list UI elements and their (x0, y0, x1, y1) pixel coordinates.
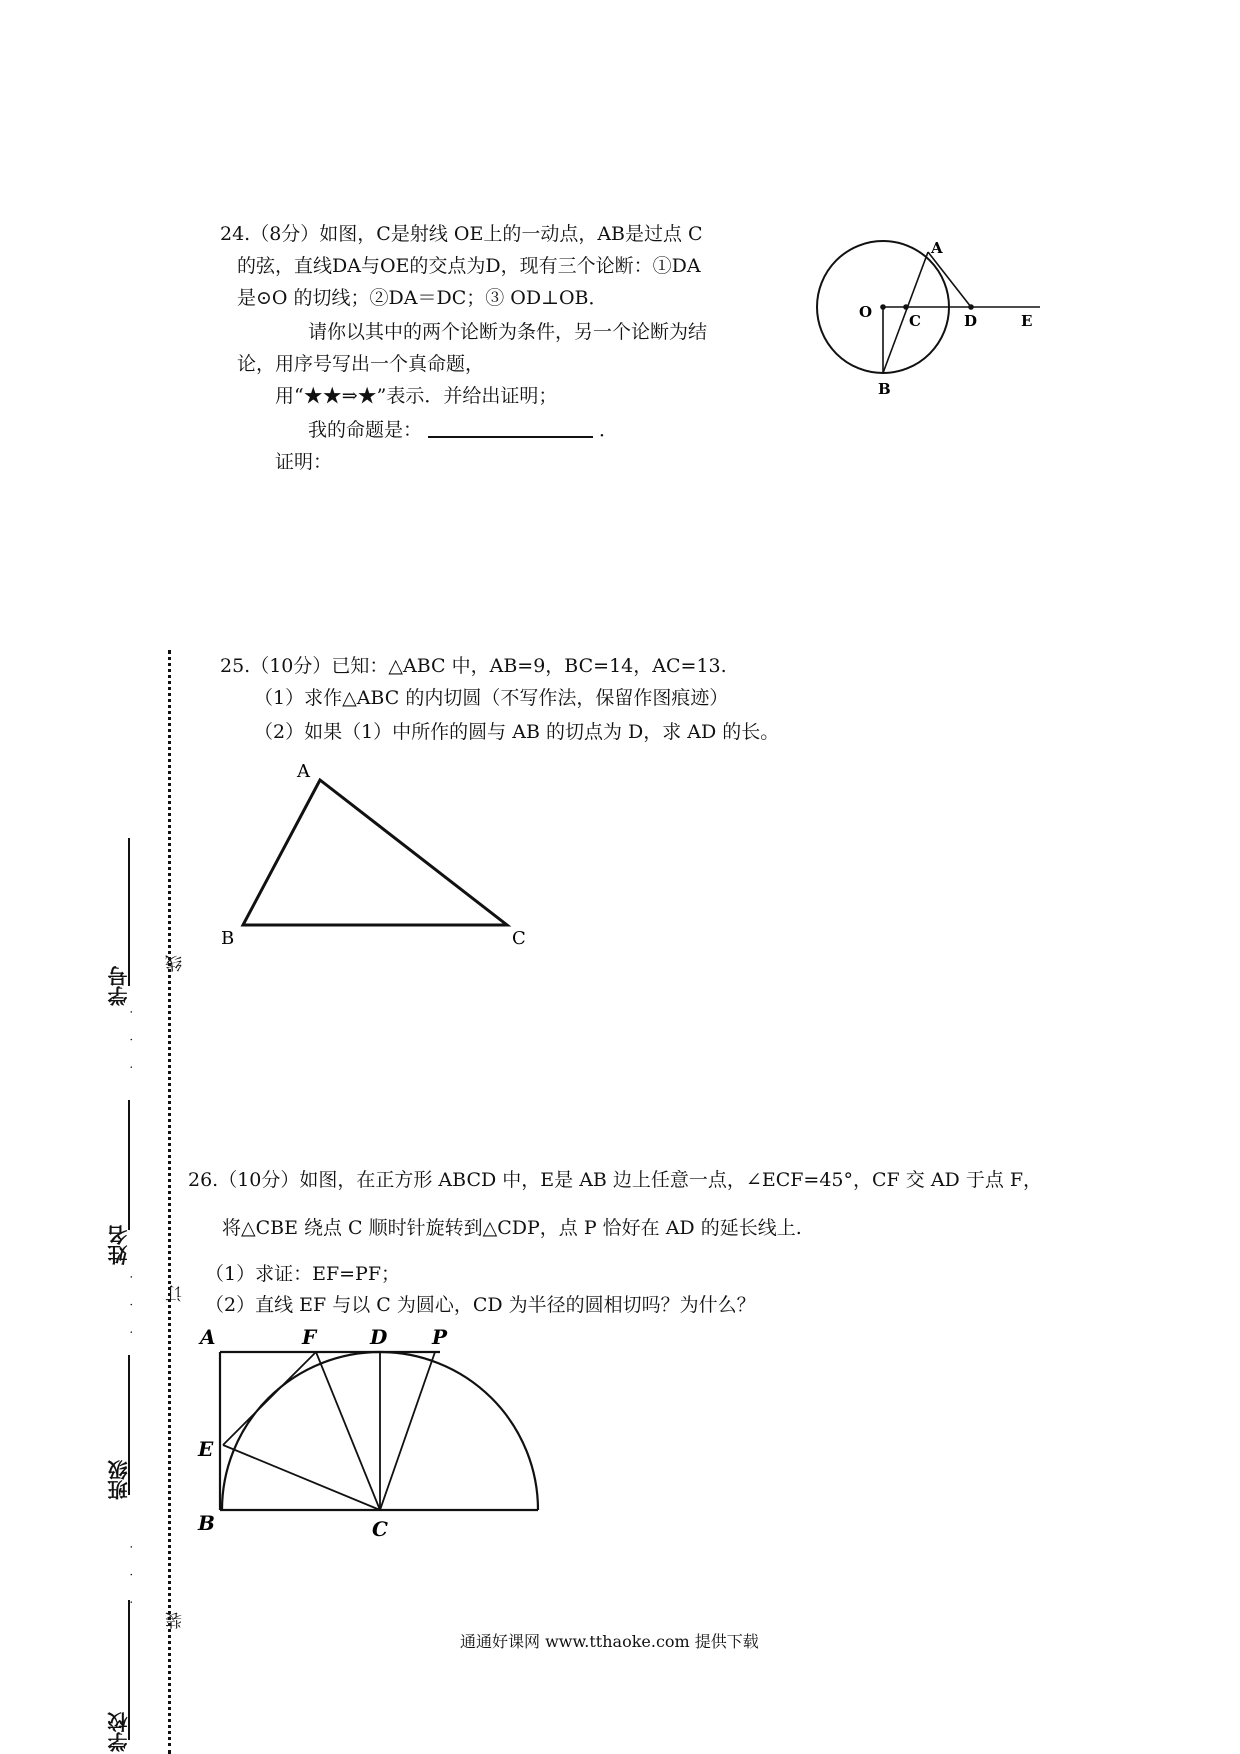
binding-dotted-line (168, 650, 171, 1754)
q24-label-C: C (909, 312, 921, 330)
margin-dots-2: · · · (124, 1275, 138, 1345)
q24-answer-blank[interactable] (428, 418, 593, 438)
q26-line4: （2）直线 EF 与以 C 为圆心，CD 为半径的圆相切吗？为什么？ (205, 1294, 756, 1316)
q26-line3: （1）求证：EF=PF； (205, 1263, 401, 1285)
q26-label-A: A (200, 1325, 216, 1349)
q25-figure (215, 755, 545, 955)
q24-line3: 是⊙O 的切线；②DA＝DC；③ OD⊥OB． (237, 287, 608, 309)
q24-label-O: O (859, 303, 873, 321)
q25-label-A: A (297, 761, 310, 782)
student-id-label: 学号 (107, 966, 131, 1006)
margin-dots-1: · · · (124, 1010, 138, 1080)
q24-proposition-label: 我的命题是： (308, 419, 423, 441)
student-id-rule[interactable] (128, 838, 130, 986)
margin-dots-3: · · · (124, 1545, 138, 1615)
q25-line3: （2）如果（1）中所作的圆与 AB 的切点为 D，求 AD 的长。 (254, 721, 780, 743)
school-label: 学校 (107, 1712, 131, 1752)
q24-label-A: A (931, 239, 943, 257)
q26-line1: 26.（10分）如图，在正方形 ABCD 中，E是 AB 边上任意一点，∠ECF=45°，CF 交 AD 于点 F， (188, 1169, 1043, 1191)
q24-figure (800, 230, 1050, 410)
q24-line5: 论，用序号写出一个真命题， (237, 353, 485, 375)
bind-word-staple: 订 (166, 1285, 186, 1302)
q24-period: ． (599, 419, 619, 441)
q26-label-P: P (432, 1325, 448, 1349)
q26-label-D: D (370, 1325, 388, 1349)
q26-label-F: F (302, 1325, 317, 1349)
q25-line1: 25.（10分）已知：△ABC 中，AB=9，BC=14，AC=13. (220, 655, 727, 677)
q24-line4: 请你以其中的两个论断为条件，另一个论断为结 (308, 321, 708, 343)
q24-proof-label: 证明： (275, 451, 333, 473)
q24-label-E: E (1021, 312, 1033, 330)
q24-label-D: D (964, 312, 978, 330)
name-label: 姓名 (107, 1225, 131, 1265)
class-label: 班级 (107, 1460, 131, 1500)
bind-word-pack: 装 (166, 1612, 186, 1629)
q24-label-B: B (878, 380, 891, 398)
q26-label-C: C (372, 1517, 388, 1541)
q26-line2: 将△CBE 绕点 C 顺时针旋转到△CDP，点 P 恰好在 AD 的延长线上. (222, 1217, 802, 1239)
q25-label-C: C (512, 928, 526, 949)
q25-line2: （1）求作△ABC 的内切圆（不写作法，保留作图痕迹） (254, 687, 729, 709)
q24-line7 (308, 418, 618, 442)
q26-label-B: B (198, 1511, 215, 1535)
footer-credit: 通通好课网 www.tthaoke.com 提供下载 (460, 1632, 759, 1651)
q26-figure (190, 1320, 550, 1545)
q26-label-E: E (198, 1437, 214, 1461)
q24-line1: 24.（8分）如图，C是射线 OE上的一动点，AB是过点 C (220, 223, 703, 245)
q24-line6: 用“★★⇒★”表示．并给出证明； (275, 385, 558, 407)
q24-line2: 的弦，直线DA与OE的交点为D，现有三个论断：①DA (237, 255, 701, 277)
name-rule[interactable] (128, 1100, 130, 1230)
bind-word-line: 线 (166, 955, 186, 972)
q25-label-B: B (221, 928, 235, 949)
